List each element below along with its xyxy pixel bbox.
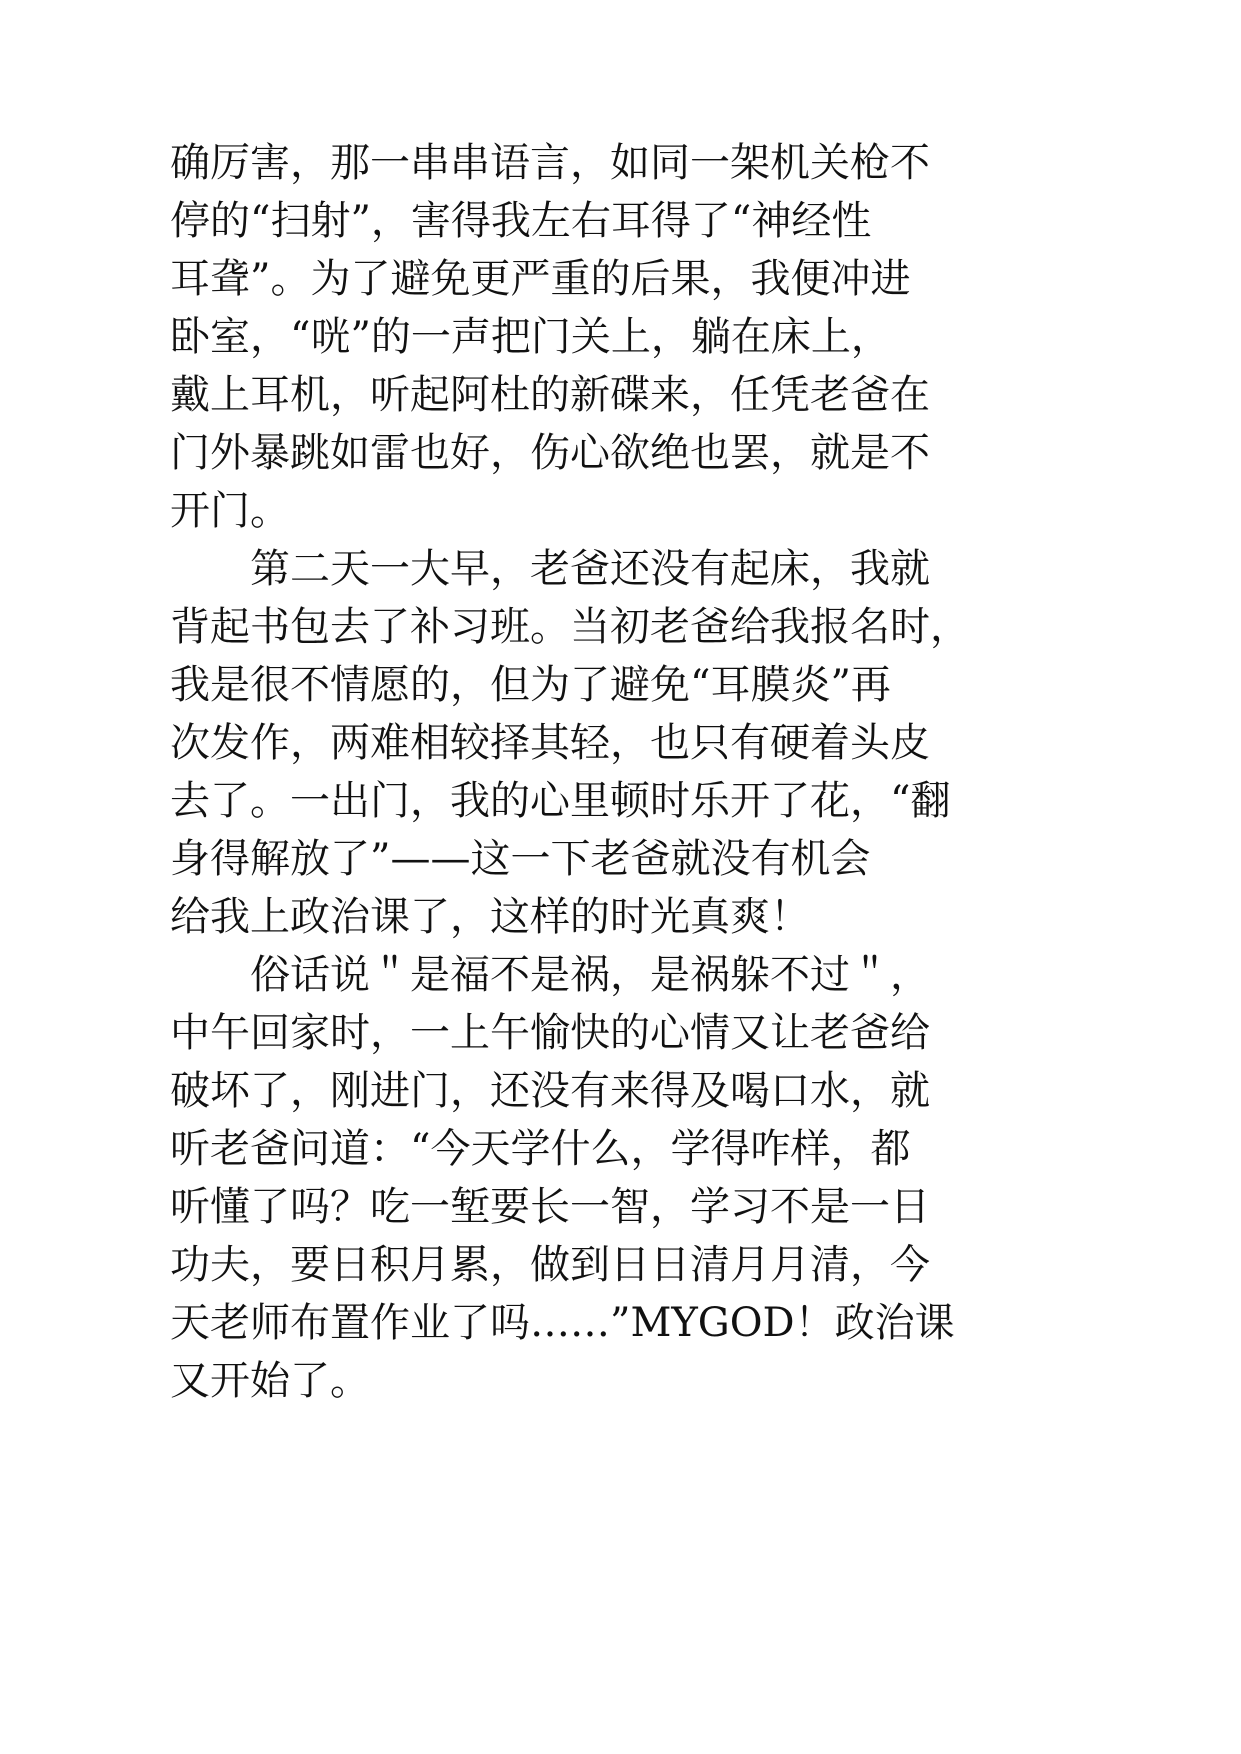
- text-line: 停的“扫射”，害得我左右耳得了“神经性: [170, 198, 872, 244]
- paragraph-first-line: 俗话说＂是福不是祸，是祸躲不过＂，: [250, 952, 930, 998]
- text-line: 我是很不情愿的，但为了避免“耳膜炎”再: [170, 662, 891, 708]
- text-line: 破坏了，刚进门，还没有来得及喝口水，就: [170, 1068, 930, 1114]
- text-line: 听老爸问道：“今天学什么，学得咋样，都: [170, 1126, 911, 1172]
- document-body: [170, 134, 1170, 1410]
- text-line: 又开始了。: [170, 1358, 370, 1404]
- text-line: 耳聋”。为了避免更严重的后果，我便冲进: [170, 256, 911, 302]
- text-line: 背起书包去了补习班。当初老爸给我报名时，: [170, 604, 970, 650]
- text-line: 开门。: [170, 488, 290, 534]
- paragraph-first-line: 第二天一大早，老爸还没有起床，我就: [250, 546, 930, 592]
- text-line: 卧室，“咣”的一声把门关上，躺在床上，: [170, 314, 891, 360]
- text-line: 中午回家时，一上午愉快的心情又让老爸给: [170, 1010, 930, 1056]
- text-line: 去了。一出门，我的心里顿时乐开了花，“翻: [170, 778, 951, 824]
- text-line: 门外暴跳如雷也好，伤心欲绝也罢，就是不: [170, 430, 930, 476]
- text-line: 戴上耳机，听起阿杜的新碟来，任凭老爸在: [170, 372, 930, 418]
- text-line: 确厉害，那一串串语言，如同一架机关枪不: [170, 140, 930, 186]
- text-line: 天老师布置作业了吗……”MYGOD！政治课: [170, 1300, 955, 1346]
- text-line: 身得解放了”——这一下老爸就没有机会: [170, 836, 871, 882]
- text-line: 听懂了吗？吃一堑要长一智，学习不是一日: [170, 1184, 930, 1230]
- text-line: 给我上政治课了，这样的时光真爽！: [170, 894, 810, 940]
- text-line: 功夫，要日积月累，做到日日清月月清，今: [170, 1242, 930, 1288]
- text-line: 次发作，两难相较择其轻，也只有硬着头皮: [170, 720, 930, 766]
